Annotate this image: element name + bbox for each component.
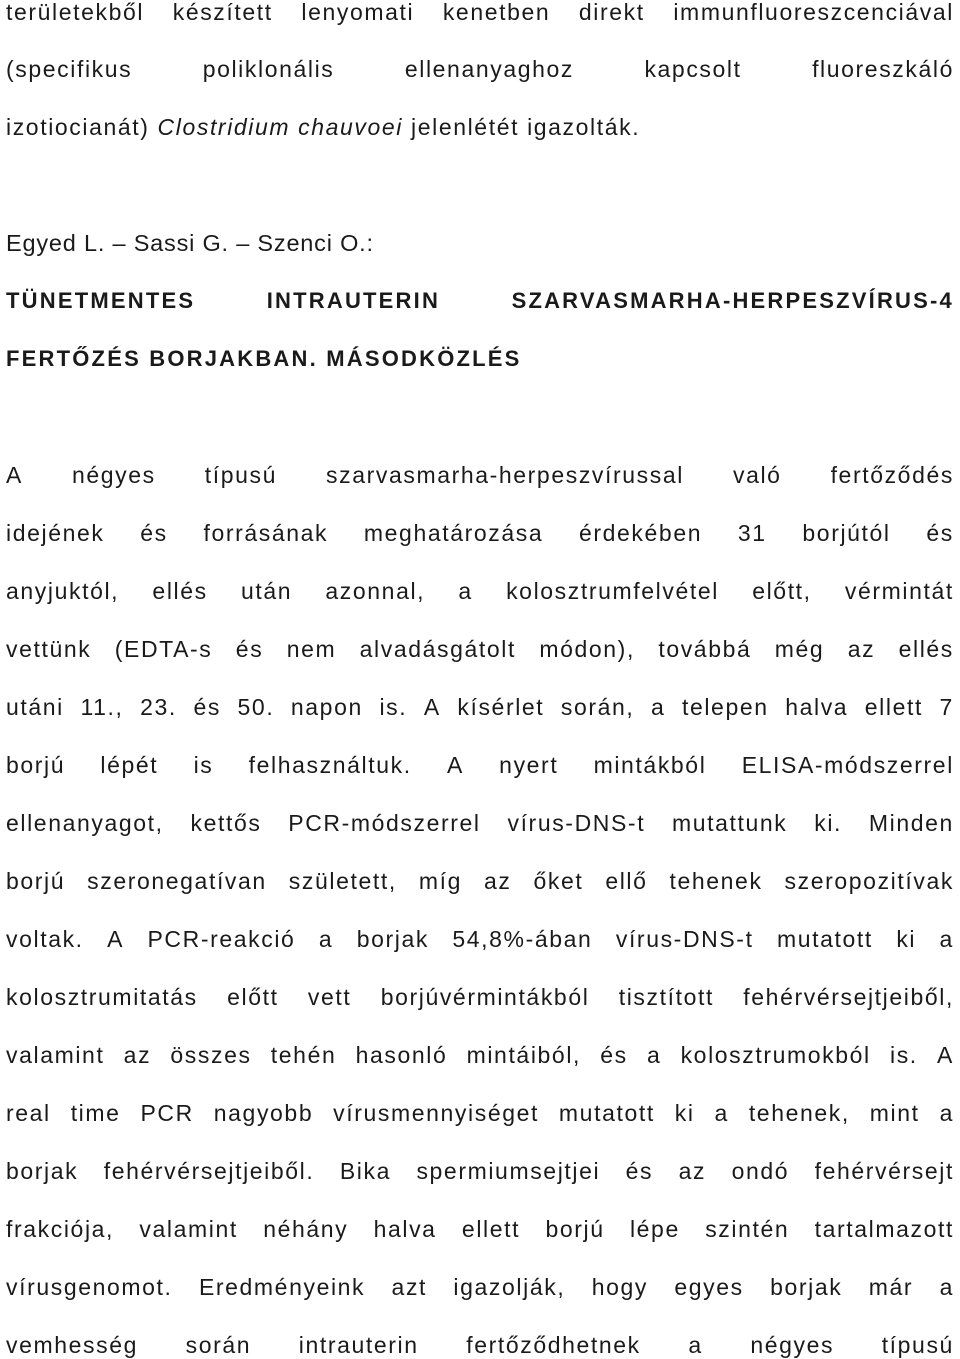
word: és (193, 694, 221, 720)
abstract-line (6, 461, 954, 489)
word: Bika (339, 1158, 391, 1184)
word: után (240, 578, 293, 604)
word: az (483, 868, 512, 894)
abstract-line (6, 751, 954, 779)
word: felhasználtuk. (248, 752, 412, 778)
word: fehérvérsejtjeiből. (103, 1158, 315, 1184)
word: érdekében (579, 520, 703, 546)
word: szeronegatívan (87, 868, 267, 894)
word: vírus-DNS-t (507, 810, 646, 836)
abstract-line (6, 693, 954, 721)
word: már (868, 1274, 914, 1300)
word: a (318, 926, 334, 952)
word: típusú (204, 462, 277, 488)
word: előtt (227, 984, 279, 1010)
word: borjak (770, 1274, 843, 1300)
word: PCR (140, 1100, 194, 1126)
word: tehenek, (748, 1100, 850, 1126)
word: mutatott (776, 926, 873, 952)
abstract-line (6, 1041, 954, 1069)
abstract-line (6, 635, 954, 663)
word: voltak. (6, 926, 84, 952)
word: direkt (578, 0, 645, 25)
word: kísérlet (457, 694, 545, 720)
word: való (732, 462, 782, 488)
word: hasonló (355, 1042, 448, 1068)
word: real (6, 1100, 51, 1126)
article-title-line-2: FERTŐZÉS BORJAKBAN. MÁSODKÖZLÉS (6, 346, 522, 371)
word: ondó (731, 1158, 790, 1184)
word: valamint (6, 1042, 105, 1068)
word: ellenanyagot, (6, 810, 164, 836)
word: a (939, 926, 954, 952)
word: A (6, 462, 23, 488)
word: TÜNETMENTES (6, 288, 196, 313)
abstract-line (6, 1331, 954, 1359)
word: fertőződhetnek (466, 1332, 641, 1358)
word: Eredményeink (198, 1274, 366, 1300)
word: A (937, 1042, 954, 1068)
word: őket (533, 868, 584, 894)
abstract-line (6, 809, 954, 837)
word: lenyomati (301, 0, 415, 25)
word: ELISA-módszerrel (741, 752, 954, 778)
word: INTRAUTERIN (266, 288, 441, 313)
word: készített (172, 0, 273, 25)
word: is. (889, 1042, 918, 1068)
word: és (235, 636, 264, 662)
word: szeropozitívak (784, 868, 954, 894)
word: A (423, 694, 441, 720)
word: azt (391, 1274, 428, 1300)
word: A (446, 752, 464, 778)
word: time (70, 1100, 121, 1126)
word: vérmintát (844, 578, 954, 604)
word: előtt, (752, 578, 812, 604)
word: mutattunk (672, 810, 788, 836)
word: tisztított (618, 984, 714, 1010)
word: lépét (100, 752, 159, 778)
intro-line-2 (6, 55, 954, 83)
word: fertőződés (830, 462, 954, 488)
word: tartalmazott (814, 1216, 954, 1242)
word: nagyobb (213, 1100, 314, 1126)
word: továbbá (658, 636, 752, 662)
word: született, (288, 868, 397, 894)
word: és (600, 1042, 628, 1068)
word: borjúvérmintákból (380, 984, 590, 1010)
word: immunfluoreszcenciával (673, 0, 954, 25)
word: forrásának (203, 520, 329, 546)
word: a (458, 578, 473, 604)
word: és (625, 1158, 654, 1184)
word: szintén (705, 1216, 790, 1242)
word: kettős (190, 810, 262, 836)
word: ki. (814, 810, 843, 836)
word: mint (869, 1100, 920, 1126)
word: ki (896, 926, 917, 952)
word: PCR-módszerrel (288, 810, 481, 836)
word: és (140, 520, 168, 546)
word: (EDTA-s (114, 636, 213, 662)
word: módon), (539, 636, 635, 662)
word: ellés (152, 578, 208, 604)
word: mintákból (593, 752, 707, 778)
abstract-line (6, 1157, 954, 1185)
word: az (678, 1158, 707, 1184)
word: halva (785, 694, 849, 720)
word: a (650, 694, 666, 720)
word: kolosztrumitatás (6, 984, 198, 1010)
word: a (714, 1100, 729, 1126)
abstract-line (6, 1215, 954, 1243)
word: a (646, 1042, 662, 1068)
word: anyjuktól, (6, 578, 120, 604)
word: az (123, 1042, 152, 1068)
word: borjak (356, 926, 429, 952)
word: is. (379, 694, 408, 720)
word: ellő (605, 868, 648, 894)
word: kapcsolt (644, 56, 742, 82)
article-title-line-1 (6, 287, 954, 315)
word: hogy (591, 1274, 648, 1300)
word: során, (560, 694, 635, 720)
word: borjak (6, 1158, 79, 1184)
word: a (688, 1332, 703, 1358)
word: négyes (71, 462, 156, 488)
word: halva (373, 1216, 437, 1242)
word: négyes (750, 1332, 835, 1358)
word: míg (418, 868, 462, 894)
word: vírus-DNS-t (615, 926, 754, 952)
word: 11., (80, 694, 124, 720)
word: igazolják, (453, 1274, 566, 1300)
word: is (193, 752, 214, 778)
word: kolosztrumfelvétel (506, 578, 719, 604)
word: ellett (461, 1216, 521, 1242)
word: frakciója, (6, 1216, 115, 1242)
word: borjú (6, 752, 66, 778)
word: vett (307, 984, 352, 1010)
word: és (926, 520, 954, 546)
word: valamint (139, 1216, 238, 1242)
word: vírusmennyiséget (333, 1100, 539, 1126)
word: nem (286, 636, 337, 662)
word: során (185, 1332, 252, 1358)
abstract-line (6, 519, 954, 547)
word: összes (170, 1042, 252, 1068)
word: egyes (674, 1274, 744, 1300)
word: néhány (263, 1216, 349, 1242)
word: A (107, 926, 125, 952)
word: vemhesség (6, 1332, 139, 1358)
article-authors: Egyed L. – Sassi G. – Szenci O.: (6, 230, 374, 256)
word: intrauterin (298, 1332, 419, 1358)
word: SZARVASMARHA-HERPESZVÍRUS-4 (511, 288, 954, 313)
word: ellenanyaghoz (404, 56, 574, 82)
word: borjú (545, 1216, 605, 1242)
abstract-line (6, 867, 954, 895)
word: (specifikus (6, 56, 133, 82)
word: borjútól (802, 520, 891, 546)
word: típusú (881, 1332, 954, 1358)
abstract-line (6, 925, 954, 953)
word: szarvasmarha-herpeszvírussal (326, 462, 684, 488)
species-name: Clostridium chauvoei (157, 114, 404, 140)
word: azonnal, (325, 578, 426, 604)
word: utáni (6, 694, 64, 720)
abstract-line (6, 577, 954, 605)
word: telepen (681, 694, 769, 720)
word: Minden (868, 810, 954, 836)
word: spermiumsejtjei (416, 1158, 601, 1184)
word: 23. (140, 694, 177, 720)
word: ellett (864, 694, 923, 720)
word: kolosztrumokból (680, 1042, 871, 1068)
word: még (774, 636, 825, 662)
abstract-line (6, 1099, 954, 1127)
word: a (939, 1274, 954, 1300)
abstract-line (6, 1273, 954, 1301)
word: fluoreszkáló (812, 56, 954, 82)
word: fehérvérsejt (814, 1158, 954, 1184)
word: mintáiból, (466, 1042, 582, 1068)
word: tehenek (669, 868, 763, 894)
word: borjú (6, 868, 66, 894)
word: idejének (6, 520, 105, 546)
word: a (939, 1100, 954, 1126)
word: vettünk (6, 636, 92, 662)
word: 31 (737, 520, 767, 546)
word: alvadásgátolt (359, 636, 516, 662)
word: az (847, 636, 876, 662)
intro-line-3 (6, 113, 954, 141)
abstract-line (6, 983, 954, 1011)
word: 7 (939, 694, 954, 720)
word: 54,8%-ában (452, 926, 593, 952)
word: tehén (270, 1042, 337, 1068)
word: napon (290, 694, 363, 720)
word: kenetben (442, 0, 551, 25)
word: PCR-reakció (147, 926, 296, 952)
word: mutatott (558, 1100, 655, 1126)
word: poliklonális (202, 56, 335, 82)
word: fehérvérsejtjeiből, (743, 984, 954, 1010)
intro-line-3-pre: izotiocianát) (6, 114, 158, 140)
intro-line-1 (6, 0, 954, 26)
word: ellés (898, 636, 954, 662)
word: területekből (6, 0, 145, 25)
word: nyert (499, 752, 559, 778)
word: vírusgenomot. (6, 1274, 173, 1300)
word: meghatározása (363, 520, 544, 546)
word: 50. (237, 694, 275, 720)
word: lépe (629, 1216, 680, 1242)
intro-line-3-post: jelenlétét igazolták. (403, 114, 641, 140)
word: ki (674, 1100, 695, 1126)
